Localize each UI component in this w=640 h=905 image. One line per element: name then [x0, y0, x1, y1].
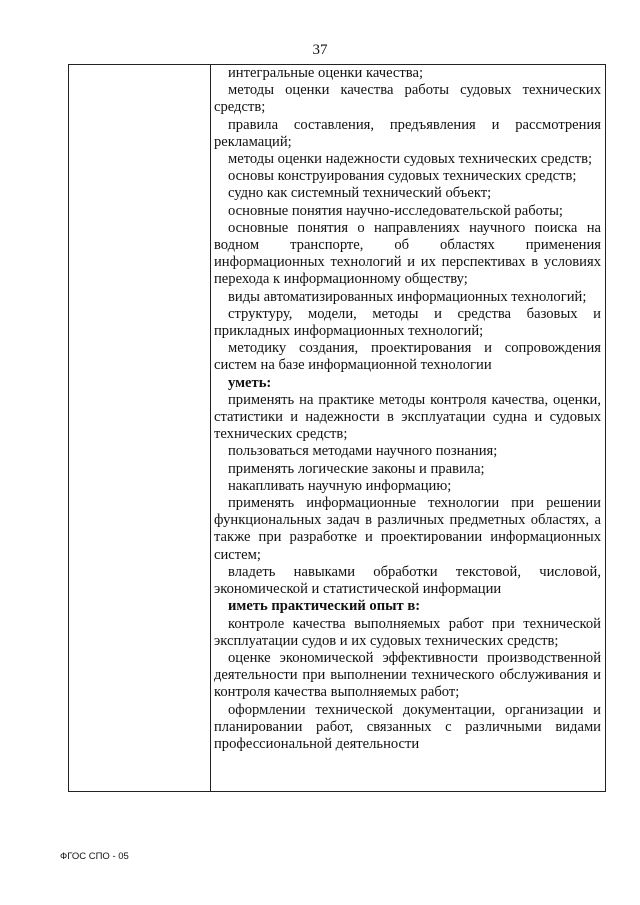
section-heading-experience: иметь практический опыт в:: [228, 598, 421, 615]
paragraph: методы оценки качества работы судовых технических средств;: [214, 82, 601, 116]
requirements-cell: [214, 65, 601, 753]
paragraph: пользоваться методами научного познания;: [228, 443, 498, 460]
paragraph: методы оценки надежности судовых технических средств;: [228, 151, 593, 168]
footer-label: ФГОС СПО - 05: [60, 851, 129, 862]
column-divider: [210, 65, 211, 791]
section-heading-skills: уметь:: [228, 374, 272, 391]
paragraph: контроле качества выполняемых работ при технической эксплуатации судов и их судовых технических средств;: [214, 615, 601, 649]
paragraph: основные понятия о направлениях научного поиска на водном транспорте, об областях применения информационных технологий и их перспективах в условиях перехода к информационному обществу;: [214, 219, 601, 288]
paragraph: интегральные оценки качества;: [228, 65, 424, 81]
paragraph: оформлении технической документации, организации и планировании работ, связанных с различными видами профессиональной деятельности: [214, 701, 601, 752]
paragraph: накапливать научную информацию;: [228, 477, 452, 494]
paragraph: судно как системный технический объект;: [228, 185, 492, 202]
paragraph: применять информационные технологии при решении функциональных задач в различных предметных областях, а также при разработке и проектировании информационных систем;: [214, 495, 601, 563]
paragraph: виды автоматизированных информационных технологий;: [228, 288, 587, 305]
paragraph: правила составления, предъявления и рассмотрения рекламаций;: [214, 116, 601, 150]
paragraph: основные понятия научно-исследовательской работы;: [228, 202, 563, 219]
paragraph: основы конструирования судовых технических средств;: [228, 168, 577, 185]
paragraph: применять на практике методы контроля качества, оценки, статистики и надежности в эксплуатации судна и судовых технических средств;: [214, 391, 601, 443]
page-number: 37: [312, 42, 328, 58]
paragraph: применять логические законы и правила;: [228, 460, 485, 477]
paragraph: владеть навыками обработки текстовой, числовой, экономической и статистической информации: [214, 563, 601, 598]
paragraph: методику создания, проектирования и сопровождения систем на базе информационной технологии: [214, 340, 601, 374]
requirements-table: [68, 64, 606, 792]
paragraph: оценке экономической эффективности производственной деятельности при выполнении технического обслуживания и контроля качества выполняемых работ;: [214, 649, 601, 701]
paragraph: структуру, модели, методы и средства базовых и прикладных информационных технологий;: [214, 305, 601, 340]
